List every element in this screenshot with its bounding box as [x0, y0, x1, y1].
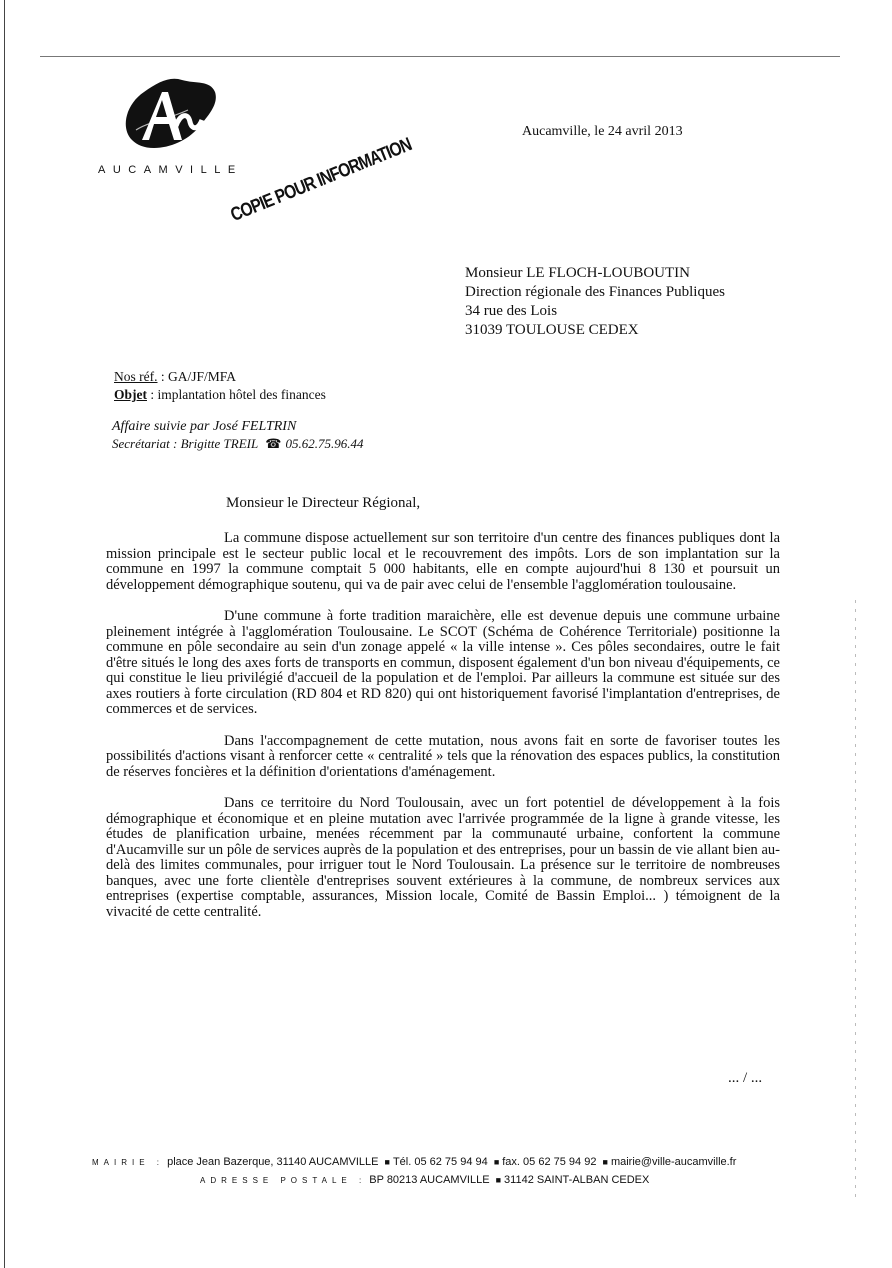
- footer-postal: [200, 1174, 649, 1186]
- ref-label: Nos réf.: [114, 369, 158, 384]
- footer-tel: Tél. 05 62 75 94 94: [392, 1156, 488, 1168]
- continuation-mark: ... / ...: [728, 1070, 763, 1086]
- brand-name: AUCAMVILLE: [98, 164, 243, 176]
- salutation: Monsieur le Directeur Régional,: [226, 495, 421, 511]
- footer-email: mairie@ville-aucamville.fr: [610, 1156, 737, 1168]
- paragraph: Dans ce territoire du Nord Toulousain, avec un fort potentiel de développement à la fois démographique et économique et en pleine mutation avec l'arrivée programmée de la ligne à grande vitesse, les études de planification urbaine, menées récemment par la communauté urbaine, confortent la commune d'Aucamville sur un pôle de services auprès de la population et des entreprises, pour un bassin de vie allant bien au-delà des limites communales, pour irriguer tout le Nord Toulousain. La présence sur le territoire de nombreuses banques, avec une forte clientèle d'entreprises souvent extérieures à la commune, de nombreux services aux entreprises (expertise comptable, assurances, Mission locale, Comité de Bassin Emploi... ) témoignent de la vivacité de cette centralité.: [106, 795, 780, 920]
- scan-noise: [855, 600, 856, 1200]
- paragraph: D'une commune à forte tradition maraichère, elle est devenue depuis une commune urbaine pleinement intégrée à l'agglomération Toulousaine. Le SCOT (Schéma de Cohérence Territoriale) positionne la commune en pôle secondaire au sein d'un zonage appelé « la ville intense ». Ces pôles secondaires, outre le fait d'être situés le long des axes forts de transports en commun, disposent également d'un bon niveau d'équipements, ce qui constitue le lieu privilégié d'accueil de la population et de l'emploi. Par ailleurs la commune est située sur des axes routiers à forte circulation (RD 804 et RD 820) qui ont historiquement favorisé l'implantation d'entreprises, de commerces et de services.: [106, 608, 780, 717]
- handled-by: Affaire suivie par José FELTRIN: [112, 419, 297, 434]
- ref-value: : GA/JF/MFA: [157, 369, 237, 384]
- copy-stamp: COPIE POUR INFORMATION: [227, 134, 415, 227]
- follow-up: [112, 418, 363, 452]
- recipient-address: [465, 264, 725, 340]
- letter-body: [106, 531, 780, 936]
- mairie-address: place Jean Bazerque, 31140 AUCAMVILLE: [167, 1156, 379, 1168]
- scan-edge: [4, 0, 5, 1268]
- phone-icon: ☎: [265, 436, 282, 451]
- secretariat: Secrétariat : Brigitte TREIL: [112, 436, 258, 451]
- recipient-street: 34 rue des Lois: [465, 303, 558, 319]
- phone-number: 05.62.75.96.44: [285, 436, 364, 451]
- mairie-label: MAIRIE :: [92, 1158, 165, 1167]
- postal-city: 31142 SAINT-ALBAN CEDEX: [504, 1174, 650, 1186]
- footer-fax: fax. 05 62 75 94 92: [502, 1156, 597, 1168]
- recipient-city: 31039 TOULOUSE CEDEX: [465, 322, 639, 338]
- paragraph: Dans l'accompagnement de cette mutation, nous avons fait en sorte de favoriser toutes les possibilités d'actions visant à renforcer cette « centralité » tels que la rénovation des espaces publics, la constitution de réserves foncières et la définition d'orientations d'aménagement.: [106, 732, 780, 780]
- postal-label: ADRESSE POSTALE :: [200, 1176, 367, 1185]
- separator-icon: ■: [495, 1175, 502, 1185]
- recipient-name: Monsieur LE FLOCH-LOUBOUTIN: [465, 265, 690, 281]
- paragraph: La commune dispose actuellement sur son territoire d'un centre des finances publiques dont la mission principale est le secteur public local et le recouvrement des impôts. Lors de son implantation sur la commune en 1997 la commune comptait 5 000 habitants, elle en compte aujourd'hui 8 130 et poursuit un développement démographique soutenu, qui va de pair avec celui de l'ensemble l'agglomération toulousaine.: [106, 530, 780, 593]
- separator-icon: ■: [602, 1157, 608, 1167]
- aucamville-logo: [118, 70, 218, 152]
- separator-icon: ■: [384, 1157, 390, 1167]
- recipient-department: Direction régionale des Finances Publiques: [465, 284, 725, 300]
- references: [114, 368, 326, 404]
- object-label: Objet: [114, 387, 147, 402]
- object-value: : implantation hôtel des finances: [147, 387, 326, 402]
- scan-top-rule: [40, 56, 840, 57]
- separator-icon: ■: [493, 1157, 500, 1167]
- postal-bp: BP 80213 AUCAMVILLE: [369, 1174, 490, 1186]
- footer-mairie: [92, 1156, 736, 1168]
- letter-date: Aucamville, le 24 avril 2013: [522, 124, 683, 139]
